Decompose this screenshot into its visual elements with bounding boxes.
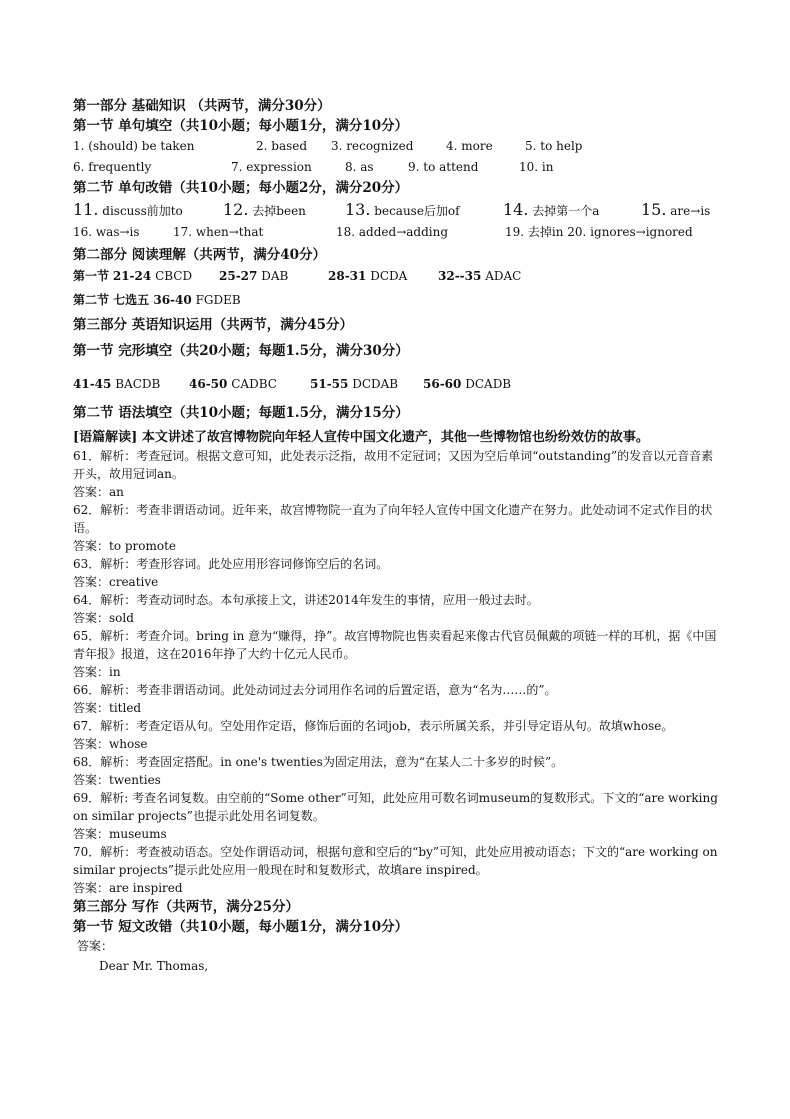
sec1-answer: 6. frequently: [73, 160, 152, 174]
part3-sec2-title: 第二节 语法填空（共10小题；每题1.5分，满分15分）: [73, 405, 409, 421]
part3-title: 第三部分 英语知识运用（共两节，满分45分）: [73, 317, 353, 333]
explanation-61: 61．解析：考查冠词。根据文意可知，此处表示泛指，故用不定冠词；又因为空后单词“outstanding”的发音以元音音素开头，故用冠词an。: [73, 449, 714, 481]
sec1-answer: 9. to attend: [408, 160, 479, 174]
part1-sec2-title: 第二节 单句改错（共10小题；每小题2分，满分20分）: [73, 180, 409, 196]
correction: 17. when→that: [173, 225, 264, 239]
sec2-answers-row1: [73, 198, 723, 222]
letter-greeting: Dear Mr. Thomas,: [99, 959, 209, 973]
item-number: 12.: [223, 200, 249, 219]
answer-key-page: [73, 96, 723, 977]
sec1-answer: 8. as: [345, 160, 374, 174]
key-value: DAB: [261, 269, 289, 283]
correction: 19. 去掉in 20. ignores→ignored: [505, 225, 693, 239]
sec1-answer: 10. in: [519, 160, 554, 174]
part1-title: 第一部分 基础知识 （共两节，满分30分）: [73, 98, 331, 114]
explanation-65: 65．解析：考查介词。bring in 意为“赚得，挣”。故宫博物院也售卖看起来像古代官员佩戴的项链一样的耳机，据《中国青年报》报道，这在2016年挣了大约十亿元人民币。: [73, 629, 717, 661]
answer-61: 答案：an: [73, 485, 124, 499]
answer-65: 答案：in: [73, 665, 121, 679]
answer-label: 答案：: [77, 939, 114, 953]
part4-title: 第三部分 写作（共两节，满分25分）: [73, 899, 299, 915]
explanation-70: 70．解析：考查被动语态。空处作谓语动词，根据句意和空后的“by”可知，此处应用被动语态；下文的“are working on similar projects”提示此处应用一般现在时和复数形式，故填are inspired。: [73, 845, 718, 877]
sec1-answer: 2. based: [256, 139, 308, 153]
sec1-answer: 3. recognized: [331, 139, 414, 153]
sec1-answer: 4. more: [446, 139, 493, 153]
answer-67: 答案：whose: [73, 737, 148, 751]
answer-68: 答案：twenties: [73, 773, 161, 787]
explanation-68: 68．解析：考查固定搭配。in one's twenties为固定用法，意为“在某人二十多岁的时候”。: [73, 755, 564, 769]
sec1-answers-row2: [73, 157, 723, 178]
part2-title: 第二部分 阅读理解（共两节，满分40分）: [73, 247, 326, 263]
correction: discuss前加to: [102, 204, 183, 218]
correction: because后加of: [374, 204, 460, 218]
key-value: CBCD: [155, 269, 193, 283]
answer-64: 答案：sold: [73, 611, 134, 625]
key-range: 46-50: [189, 377, 228, 391]
key-range: 32--35: [438, 269, 482, 283]
key-value: ADAC: [485, 269, 522, 283]
part1-sec1-title: 第一节 单句填空（共10小题；每小题1分，满分10分）: [73, 118, 409, 134]
explanation-62: 62．解析：考查非谓语动词。近年来，故宫博物院一直为了向年轻人宣传中国文化遗产在努力。此处动词不定式作目的状语。: [73, 503, 713, 535]
section-label: 第一节: [73, 269, 110, 283]
correction: 去掉第一个a: [532, 204, 600, 218]
item-number: 13.: [345, 200, 371, 219]
key-range: 28-31: [328, 269, 367, 283]
answer-62: 答案：to promote: [73, 539, 177, 553]
sec2-answers-row2: [73, 222, 723, 243]
sec1-answer: 5. to help: [525, 139, 583, 153]
key-value: DCDAB: [352, 377, 399, 391]
explanation-66: 66．解析：考查非谓语动词。此处动词过去分词用作名词的后置定语，意为“名为……的”。: [73, 683, 557, 697]
explanation-69: 69．解析: 考查名词复数。由空前的“Some other”可知，此处应用可数名词museum的复数形式。下文的“are working on similar projects”也提示此处用名词复数。: [73, 791, 718, 823]
explanation-67: 67．解析：考查定语从句。空处用作定语，修饰后面的名词job，表示所属关系，并引导定语从句。故填whose。: [73, 719, 674, 733]
correction: 18. added→adding: [336, 225, 449, 239]
item-number: 15.: [641, 200, 667, 219]
answer-69: 答案：museums: [73, 827, 167, 841]
grammar-explanations: [73, 447, 723, 897]
answer-66: 答案：titled: [73, 701, 142, 715]
key-value: CADBC: [231, 377, 277, 391]
correction: 去掉been: [252, 204, 306, 218]
cloze-answers: [73, 373, 723, 397]
answer-70: 答案：are inspired: [73, 881, 183, 895]
key-value: BACDB: [115, 377, 161, 391]
section-label: 第二节 七选五 36-40: [73, 293, 192, 307]
key-range: 21-24: [112, 269, 152, 283]
answer-63: 答案：creative: [73, 575, 159, 589]
sec1-answer: 1. (should) be taken: [73, 139, 195, 153]
passage-summary: [语篇解读] 本文讲述了故宫博物院向年轻人宣传中国文化遗产，其他一些博物馆也纷纷效仿的故事。: [73, 430, 649, 445]
key-range: 25-27: [219, 269, 258, 283]
sec1-answers-row1: [73, 136, 723, 157]
correction: 16. was→is: [73, 225, 140, 239]
key-range: 51-55: [310, 377, 349, 391]
sec1-answer: 7. expression: [231, 160, 312, 174]
item-number: 11.: [73, 200, 99, 219]
key-range: 41-45: [73, 377, 112, 391]
seven-choose-five-answers: [73, 289, 723, 313]
key-value: DCADB: [465, 377, 512, 391]
part4-sec1-title: 第一节 短文改错（共10小题，每小题1分，满分10分）: [73, 919, 409, 935]
correction: are→is: [670, 204, 711, 218]
item-number: 14.: [503, 200, 529, 219]
reading-answers: [73, 265, 723, 289]
part3-sec1-title: 第一节 完形填空（共20小题；每题1.5分，满分30分）: [73, 343, 409, 359]
key-range: 56-60: [423, 377, 462, 391]
key-value: DCDA: [370, 269, 408, 283]
explanation-64: 64．解析：考查动词时态。本句承接上文，讲述2014年发生的事情，应用一般过去时。: [73, 593, 539, 607]
key-value: FGDEB: [195, 293, 241, 307]
explanation-63: 63．解析：考查形容词。此处应用形容词修饰空后的名词。: [73, 557, 389, 571]
